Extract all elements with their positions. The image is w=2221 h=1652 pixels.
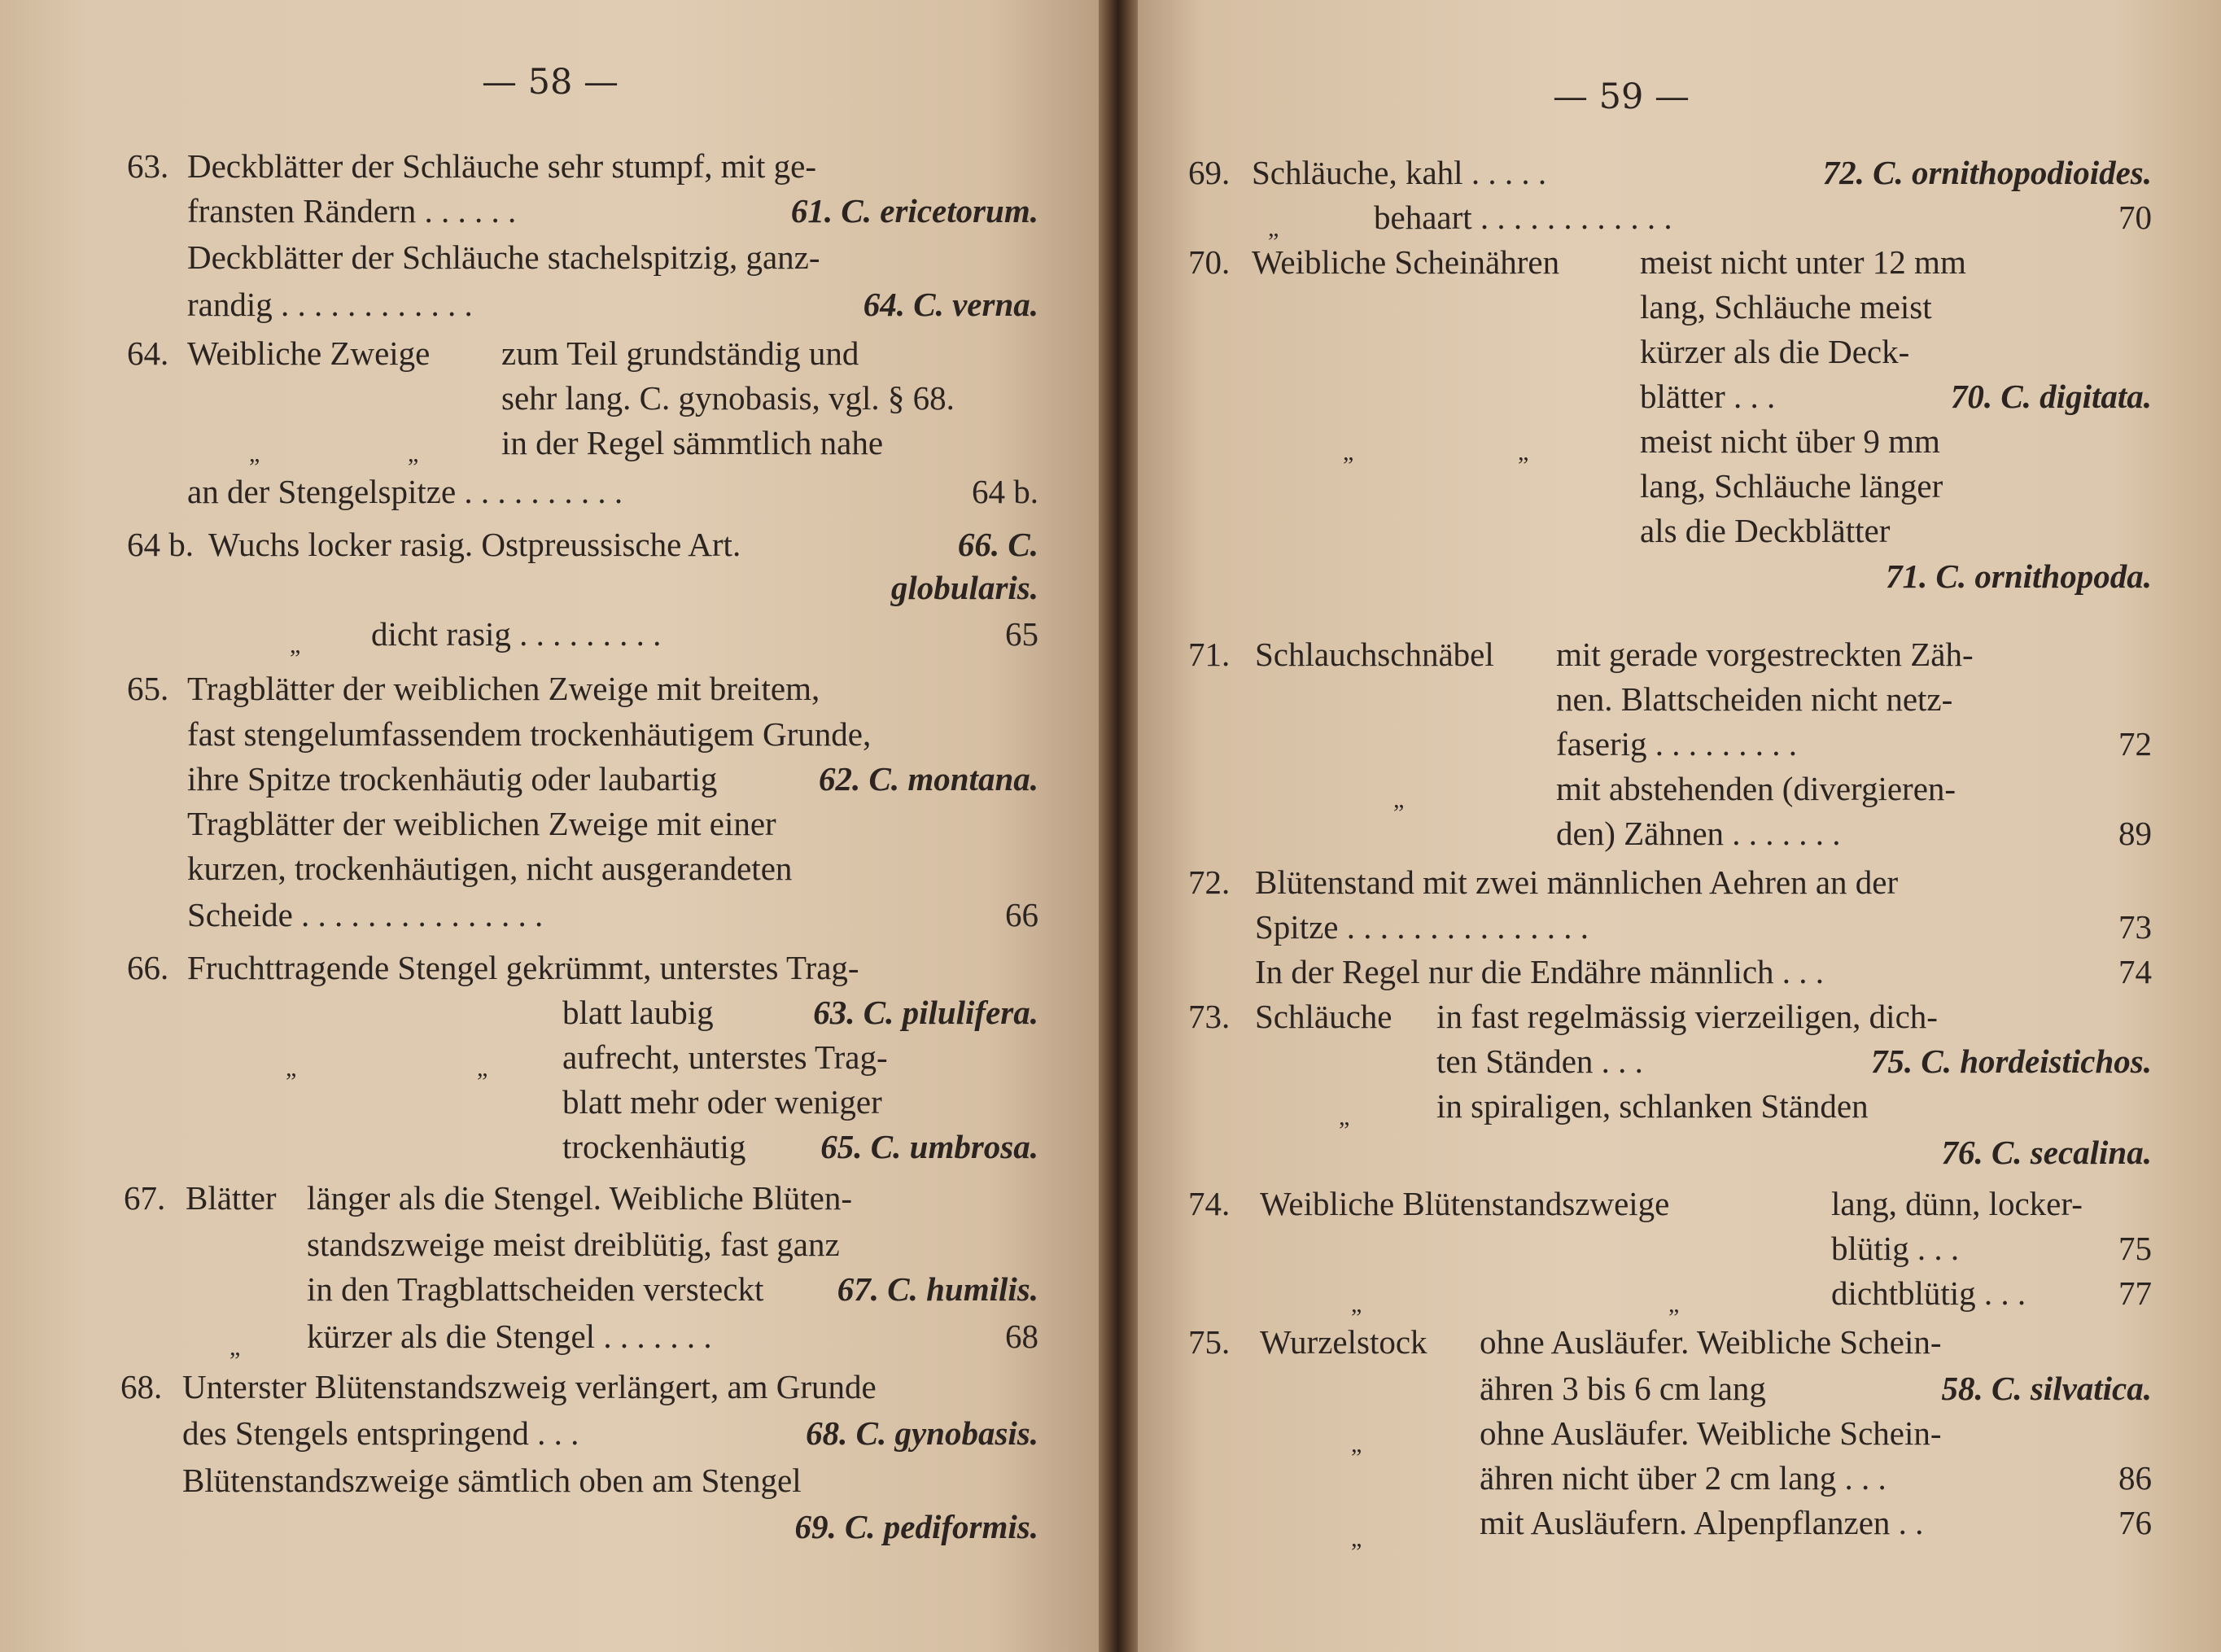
line-text: ähren 3 bis 6 cm lang	[1480, 1370, 1766, 1407]
lead-reference: 89	[2118, 815, 2152, 852]
ditto-mark: „	[1268, 215, 1279, 242]
couplet-number: 72.	[1188, 863, 1231, 901]
line-text: randig . . . . . . . . . . . .	[187, 286, 473, 323]
line-text: dicht rasig . . . . . . . . .	[371, 615, 662, 653]
line-text: Schläuche, kahl . . . . .	[1252, 154, 1547, 191]
line-text: Fruchttragende Stengel gekrümmt, unterstes Trag-	[187, 949, 859, 986]
line-text: in der Regel sämmtlich nahe	[501, 424, 884, 461]
species-name: 72. C. ornithopodioides.	[1822, 154, 2152, 191]
line-text: ähren nicht über 2 cm lang . . .	[1480, 1459, 1887, 1497]
line-text: blätter . . .	[1640, 378, 1776, 415]
lead-reference: 77	[2118, 1274, 2152, 1312]
line-text: Scheide . . . . . . . . . . . . . . .	[187, 896, 544, 933]
page-number-right: — 59 —	[1553, 76, 1690, 117]
couplet-number: 65.	[127, 670, 169, 707]
line-text: dichtblütig . . .	[1831, 1274, 2026, 1312]
couplet-number: 74.	[1188, 1185, 1231, 1222]
line-text: fast stengelumfassendem trockenhäutigem Grunde,	[187, 715, 872, 753]
couplet-number: 66.	[127, 949, 169, 986]
line-text: behaart . . . . . . . . . . . .	[1374, 199, 1672, 236]
line-text: Deckblätter der Schläuche sehr stumpf, mit ge-	[187, 147, 817, 185]
line-text: Blütenstandszweige sämtlich oben am Stengel	[182, 1462, 802, 1499]
couplet-number: 63.	[127, 147, 169, 185]
couplet-number: 73.	[1188, 998, 1231, 1035]
line-text: Wuchs locker rasig. Ostpreussische Art.	[208, 526, 741, 563]
species-name: 76. C. secalina.	[1941, 1134, 2152, 1171]
line-text: lang, Schläuche meist	[1640, 288, 1932, 326]
species-name: 66. C.	[957, 526, 1038, 563]
ditto-mark: „	[1343, 439, 1354, 465]
lead-reference: 73	[2118, 908, 2152, 946]
line-text: Blätter	[186, 1179, 277, 1217]
lead-reference: 68	[1005, 1318, 1038, 1355]
lead-reference: 66	[1005, 896, 1038, 933]
ditto-mark: „	[1351, 1291, 1362, 1318]
line-text: kürzer als die Deck-	[1640, 333, 1910, 370]
line-text: Weibliche Blütenstandszweige	[1260, 1185, 1670, 1222]
line-text: mit gerade vorgestreckten Zäh-	[1556, 636, 1974, 673]
lead-reference: 65	[1005, 615, 1038, 653]
line-text: meist nicht unter 12 mm	[1640, 243, 1966, 281]
line-text: fransten Rändern . . . . . .	[187, 192, 517, 229]
line-text: trockenhäutig	[562, 1128, 746, 1165]
lead-reference: 76	[2118, 1504, 2152, 1541]
line-text: mit Ausläufern. Alpenpflanzen . .	[1480, 1504, 1924, 1541]
lead-reference: 86	[2118, 1459, 2152, 1497]
ditto-mark: „	[1339, 1104, 1350, 1130]
ditto-mark: „	[408, 440, 419, 467]
ditto-mark: „	[286, 1055, 297, 1082]
ditto-mark: „	[1393, 786, 1405, 813]
couplet-number: 70.	[1188, 243, 1231, 281]
line-text: Wurzelstock	[1260, 1323, 1427, 1361]
couplet-number: 75.	[1188, 1323, 1231, 1361]
line-text: Spitze . . . . . . . . . . . . . . .	[1255, 908, 1589, 946]
couplet-number: 69.	[1188, 154, 1231, 191]
right-page	[1138, 0, 2221, 1652]
species-name: 63. C. pilulifera.	[813, 994, 1038, 1031]
line-text: meist nicht über 9 mm	[1640, 422, 1940, 460]
species-name: 62. C. montana.	[819, 760, 1038, 798]
line-text: Weibliche Zweige	[187, 334, 431, 372]
ditto-mark: „	[1351, 1431, 1362, 1458]
species-name: 69. C. pediformis.	[794, 1508, 1038, 1545]
line-text: blütig . . .	[1831, 1230, 1960, 1267]
line-text: Weibliche Scheinähren	[1252, 243, 1560, 281]
species-name: 71. C. ornithopoda.	[1886, 557, 2152, 595]
ditto-mark: „	[1668, 1291, 1680, 1318]
species-name: globularis.	[890, 569, 1038, 606]
left-page	[0, 0, 1099, 1652]
line-text: blatt mehr oder weniger	[562, 1083, 882, 1121]
ditto-mark: „	[1351, 1525, 1362, 1552]
ditto-mark: „	[230, 1334, 241, 1361]
species-name: 58. C. silvatica.	[1941, 1370, 2152, 1407]
lead-reference: 64 b.	[972, 473, 1038, 510]
line-text: blatt laubig	[562, 994, 714, 1031]
lead-reference: 72	[2118, 725, 2152, 763]
ditto-mark: „	[477, 1055, 488, 1082]
line-text: den) Zähnen . . . . . . .	[1556, 815, 1841, 852]
line-text: Blütenstand mit zwei männlichen Aehren an der	[1255, 863, 1899, 901]
line-text: des Stengels entspringend . . .	[182, 1414, 579, 1452]
line-text: länger als die Stengel. Weibliche Blüten-	[307, 1179, 852, 1217]
line-text: ohne Ausläufer. Weibliche Schein-	[1480, 1323, 1942, 1361]
line-text: Deckblätter der Schläuche stachelspitzig, ganz-	[187, 238, 820, 276]
species-name: 67. C. humilis.	[837, 1270, 1038, 1308]
line-text: ihre Spitze trockenhäutig oder laubartig	[187, 760, 718, 798]
line-text: Tragblätter der weiblichen Zweige mit einer	[187, 805, 776, 842]
lead-reference: 74	[2118, 953, 2152, 990]
couplet-number: 68.	[120, 1368, 163, 1405]
species-name: 70. C. digitata.	[1950, 378, 2152, 415]
lead-reference: 70	[2118, 199, 2152, 236]
line-text: kürzer als die Stengel . . . . . . .	[307, 1318, 712, 1355]
species-name: 65. C. umbrosa.	[820, 1128, 1038, 1165]
line-text: zum Teil grundständig und	[501, 334, 859, 372]
species-name: 68. C. gynobasis.	[806, 1414, 1038, 1452]
line-text: lang, dünn, locker-	[1831, 1185, 2083, 1222]
couplet-number: 64 b.	[127, 526, 194, 563]
ditto-mark: „	[290, 632, 301, 658]
line-text: als die Deckblätter	[1640, 512, 1891, 549]
ditto-mark: „	[249, 440, 260, 467]
couplet-number: 64.	[127, 334, 169, 372]
line-text: faserig . . . . . . . . .	[1556, 725, 1798, 763]
line-text: ten Ständen . . .	[1436, 1042, 1643, 1080]
line-text: Tragblätter der weiblichen Zweige mit breitem,	[187, 670, 820, 707]
species-name: 64. C. verna.	[863, 286, 1038, 323]
line-text: ohne Ausläufer. Weibliche Schein-	[1480, 1414, 1942, 1452]
line-text: mit abstehenden (divergieren-	[1556, 770, 1956, 807]
line-text: sehr lang. C. gynobasis, vgl. § 68.	[501, 379, 955, 417]
line-text: In der Regel nur die Endähre männlich . . .	[1255, 953, 1825, 990]
line-text: kurzen, trockenhäutigen, nicht ausgerandeten	[187, 850, 793, 887]
species-name: 75. C. hordeistichos.	[1870, 1042, 2152, 1080]
line-text: an der Stengelspitze . . . . . . . . . .	[187, 473, 623, 510]
line-text: Schlauchschnäbel	[1255, 636, 1494, 673]
line-text: lang, Schläuche länger	[1640, 467, 1943, 505]
line-text: aufrecht, unterstes Trag-	[562, 1038, 888, 1076]
line-text: Unterster Blütenstandszweig verlängert, am Grunde	[182, 1368, 877, 1405]
line-text: standszweige meist dreiblütig, fast ganz	[307, 1226, 840, 1263]
line-text: in fast regelmässig vierzeiligen, dich-	[1436, 998, 1938, 1035]
couplet-number: 67.	[124, 1179, 166, 1217]
line-text: in spiraligen, schlanken Ständen	[1436, 1087, 1869, 1125]
page-number-left: — 58 —	[482, 62, 619, 103]
couplet-number: 71.	[1188, 636, 1231, 673]
species-name: 61. C. ericetorum.	[790, 192, 1038, 229]
line-text: nen. Blattscheiden nicht netz-	[1556, 680, 1953, 718]
lead-reference: 75	[2118, 1230, 2152, 1267]
book-gutter	[1099, 0, 1138, 1652]
ditto-mark: „	[1518, 439, 1529, 465]
line-text: in den Tragblattscheiden versteckt	[307, 1270, 764, 1308]
line-text: Schläuche	[1255, 998, 1392, 1035]
